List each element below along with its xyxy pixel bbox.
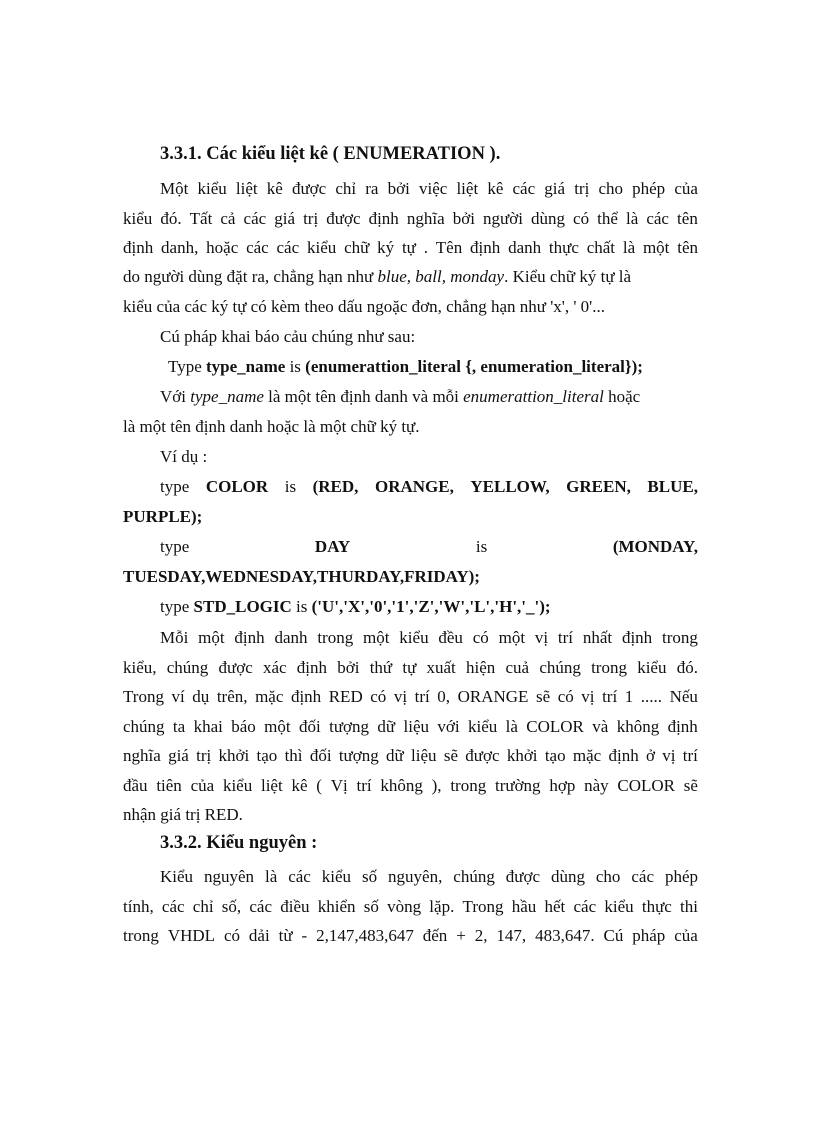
word: được (218, 658, 253, 677)
word: + (456, 926, 466, 945)
word: là (505, 717, 518, 736)
word: RED (328, 687, 363, 706)
word: kiểu (306, 238, 337, 257)
word: thứ (369, 658, 393, 677)
word: số (361, 867, 378, 886)
word: kiểu (399, 628, 429, 647)
word: nguyên, (388, 867, 443, 886)
word: trí (356, 776, 372, 795)
word: đến (422, 926, 448, 945)
syntax-intro: Cú pháp khai báo cảu chúng như sau: (160, 327, 416, 346)
word: nguyên (203, 867, 255, 886)
word: tạo (544, 746, 566, 765)
word: ở (646, 746, 655, 765)
word: ( (316, 776, 322, 795)
word: cuả (505, 658, 530, 677)
word: các (246, 238, 269, 257)
word: lặp. (429, 897, 455, 916)
word: từ (278, 926, 293, 945)
word: sẽ (535, 687, 551, 706)
word: định (621, 628, 653, 647)
word: tượng (329, 717, 370, 736)
word: các (276, 238, 300, 257)
word: cho (595, 867, 621, 886)
word: kiểu (604, 897, 634, 916)
word: trong (317, 628, 354, 647)
word: là (622, 238, 636, 257)
word: kiểu (467, 717, 498, 736)
word: giá (274, 209, 296, 228)
word: hiện (466, 658, 496, 677)
word: kê (487, 179, 504, 198)
word: mặc (572, 746, 602, 765)
word: là (264, 867, 278, 886)
word: khởi (218, 746, 250, 765)
example-day-cont: TUESDAY,WEDNESDAY,THURDAY,FRIDAY); (123, 567, 480, 586)
word: VHDL (167, 926, 216, 945)
word: 147, (496, 926, 527, 945)
paragraph-line: kiểu của các ký tự có kèm theo dấu ngoặc đơn, chẳng hạn như 'x', ' 0'... (123, 297, 605, 316)
word: của (674, 179, 698, 198)
word: dải (248, 926, 270, 945)
word: kiểu (222, 776, 253, 795)
paragraph-line (160, 866, 698, 888)
word: định (123, 238, 154, 257)
word: các (243, 209, 267, 228)
word: thì (284, 746, 303, 765)
word: chúng (453, 867, 495, 886)
word: bởi (337, 658, 360, 677)
word: chúng (539, 658, 581, 677)
word: ta (172, 717, 186, 736)
word: chất (586, 238, 616, 257)
word: vị (662, 746, 676, 765)
word: trường (494, 776, 541, 795)
word: ra (365, 179, 379, 198)
word: sẽ (443, 746, 458, 765)
word: Cú (603, 926, 624, 945)
word: 1 (624, 687, 634, 706)
word: trí (557, 628, 574, 647)
word: chúng (123, 717, 165, 736)
word: trên, (216, 687, 248, 706)
word: COLOR (526, 717, 584, 736)
paragraph-line (123, 237, 698, 259)
word: ), (431, 776, 442, 795)
section-heading-enumeration: 3.3.1. Các kiểu liệt kê ( ENUMERATION ). (160, 144, 501, 164)
word: liệu (411, 746, 437, 765)
example-color: type COLOR is (RED, ORANGE, YELLOW, GREEN, BLUE, (160, 477, 698, 496)
word: ..... (640, 687, 663, 706)
word: chỉ (335, 179, 357, 198)
word: COLOR (617, 776, 676, 795)
paragraph-line: Với type_name là một tên định danh và mỗi enumerattion_literal hoặc (160, 387, 641, 406)
word: điều (280, 897, 310, 916)
word: có (472, 628, 489, 647)
word: được (505, 867, 541, 886)
paragraph-line (123, 775, 698, 797)
word: định (234, 628, 265, 647)
word: định (296, 658, 328, 677)
word: . (423, 238, 428, 257)
word: Một (160, 179, 189, 198)
word: được (326, 209, 361, 228)
word: trị (196, 746, 212, 765)
word: sẽ (683, 776, 698, 795)
word: danh (508, 238, 542, 257)
word: định (290, 687, 322, 706)
word: dữ (386, 746, 404, 765)
word: đó. (160, 209, 182, 228)
word: hoặc (206, 238, 239, 257)
paragraph-line (123, 657, 698, 679)
word: nhất (582, 628, 613, 647)
word: liệu (403, 717, 429, 736)
word: có (573, 209, 590, 228)
word: một (264, 717, 291, 736)
paragraph-line (123, 716, 698, 738)
paragraph-line (123, 896, 698, 918)
word: Trong (462, 897, 504, 916)
word: tên (677, 209, 698, 228)
word: báo (231, 717, 256, 736)
word: một (642, 238, 670, 257)
word: Kiểu (160, 867, 194, 886)
word: được (291, 179, 327, 198)
word: số (363, 897, 379, 916)
word: trong (661, 628, 698, 647)
word: với (437, 717, 460, 736)
word: định (667, 717, 698, 736)
word: xác (262, 658, 287, 677)
word: đều (438, 628, 463, 647)
word: liệt (260, 776, 283, 795)
word: có (557, 687, 574, 706)
word: Mỗi (160, 628, 189, 647)
word: tượng (338, 746, 379, 765)
word: một (498, 628, 526, 647)
word: liệt (456, 179, 479, 198)
word: 2,147,483,647 (316, 926, 414, 945)
word: các (161, 897, 185, 916)
paragraph-line (123, 745, 698, 767)
word: ví (171, 687, 185, 706)
word: các (646, 209, 669, 228)
word: này (584, 776, 609, 795)
word: các (249, 897, 273, 916)
word: trí (602, 687, 618, 706)
word: Trong (123, 687, 164, 706)
word: kiểu (197, 179, 227, 198)
word: không (380, 776, 423, 795)
word: và (592, 717, 609, 736)
word: Tất (189, 209, 213, 228)
paragraph-line: nhận giá trị RED. (123, 805, 243, 824)
word: vòng (387, 897, 422, 916)
word: có (223, 926, 240, 945)
word: được (465, 746, 500, 765)
word: ký (377, 238, 395, 257)
word: của (190, 776, 215, 795)
word: hết (544, 897, 566, 916)
word: trí (414, 687, 430, 706)
word: ORANGE (457, 687, 529, 706)
word: đối (309, 746, 332, 765)
word: bởi (387, 179, 410, 198)
word: đó. (676, 658, 698, 677)
word: tên (677, 238, 698, 257)
word: các (631, 867, 655, 886)
word: các (512, 179, 536, 198)
word: dữ (377, 717, 396, 736)
word: một (363, 628, 390, 647)
word: thi (680, 897, 698, 916)
word: đầu (123, 776, 148, 795)
word: trong (450, 776, 487, 795)
word: tiên (156, 776, 182, 795)
word: giá (168, 746, 189, 765)
word: phép (632, 179, 666, 198)
word: là (626, 209, 639, 228)
word: kiểu (321, 867, 352, 886)
word: kiểu (123, 209, 153, 228)
word: hầu (511, 897, 537, 916)
word: khiển (317, 897, 356, 916)
paragraph-line: là một tên định danh hoặc là một chữ ký tự. (123, 417, 420, 436)
word: cho (598, 179, 623, 198)
word: tự (401, 238, 416, 257)
word: các (288, 867, 311, 886)
word: danh (274, 628, 308, 647)
word: định (368, 209, 399, 228)
section-heading-integer: 3.3.2. Kiểu nguyên : (160, 833, 318, 853)
paragraph-line (160, 627, 698, 649)
word: Nếu (669, 687, 698, 706)
word: chỉ (192, 897, 214, 916)
word: kê (291, 776, 308, 795)
example-std-logic: type STD_LOGIC is ('U','X','0','1','Z','W','L','H','_'); (160, 597, 551, 616)
word: trong (123, 926, 159, 945)
syntax-declaration: Type type_name is (enumerattion_literal {, enumeration_literal}); (168, 357, 643, 376)
word: trị (303, 209, 319, 228)
word: dùng (530, 209, 565, 228)
word: hợp (549, 776, 576, 795)
word: tạo (256, 746, 278, 765)
word: kê (266, 179, 283, 198)
word: danh, (161, 238, 199, 257)
word: có (370, 687, 387, 706)
word: trí (682, 746, 698, 765)
word: kiểu (637, 658, 667, 677)
word: đối (298, 717, 321, 736)
paragraph-line: do người dùng đặt ra, chẳng hạn như blue, ball, monday. Kiểu chữ ký tự là (123, 267, 632, 286)
word: thể (597, 209, 618, 228)
word: các (573, 897, 597, 916)
word: dụ (192, 687, 210, 706)
word: chúng (166, 658, 209, 677)
word: khởi (506, 746, 538, 765)
word: vị (534, 628, 549, 647)
word: cả (220, 209, 236, 228)
word: định (608, 746, 639, 765)
word: xuất (426, 658, 456, 677)
word: Vị (330, 776, 348, 795)
word: không (616, 717, 660, 736)
word: kiểu, (123, 658, 157, 677)
word: định (470, 238, 501, 257)
paragraph-line (123, 208, 698, 230)
word: dùng (550, 867, 585, 886)
word: trong (591, 658, 627, 677)
word: vị (581, 687, 595, 706)
paragraph-line (123, 686, 698, 708)
word: pháp (632, 926, 666, 945)
example-color-cont: PURPLE); (123, 507, 203, 526)
word: chữ (344, 238, 370, 257)
word: số, (221, 897, 242, 916)
word: việc (418, 179, 448, 198)
word: liệt (235, 179, 258, 198)
word: khai (193, 717, 223, 736)
example-day: type DAY is (MONDAY, (160, 537, 698, 556)
word: nghĩa (123, 746, 161, 765)
word: tự (402, 658, 417, 677)
word: mặc (255, 687, 284, 706)
paragraph-line (123, 925, 698, 947)
word: giá (544, 179, 566, 198)
paragraph-line (160, 178, 698, 200)
word: Tên (435, 238, 463, 257)
word: thực (641, 897, 672, 916)
word: một (198, 628, 225, 647)
italic-examples: blue, ball, monday (377, 267, 505, 286)
word: thực (548, 238, 579, 257)
word: 483,647. (535, 926, 595, 945)
word: 2, (474, 926, 488, 945)
word: phép (664, 867, 698, 886)
word: người (482, 209, 523, 228)
word: 0, (437, 687, 451, 706)
word: - (301, 926, 308, 945)
word: nghĩa (406, 209, 445, 228)
word: tính, (123, 897, 154, 916)
word: trị (574, 179, 590, 198)
word: vị (393, 687, 408, 706)
word: của (674, 926, 698, 945)
word: bởi (452, 209, 475, 228)
example-label: Ví dụ : (160, 447, 208, 466)
